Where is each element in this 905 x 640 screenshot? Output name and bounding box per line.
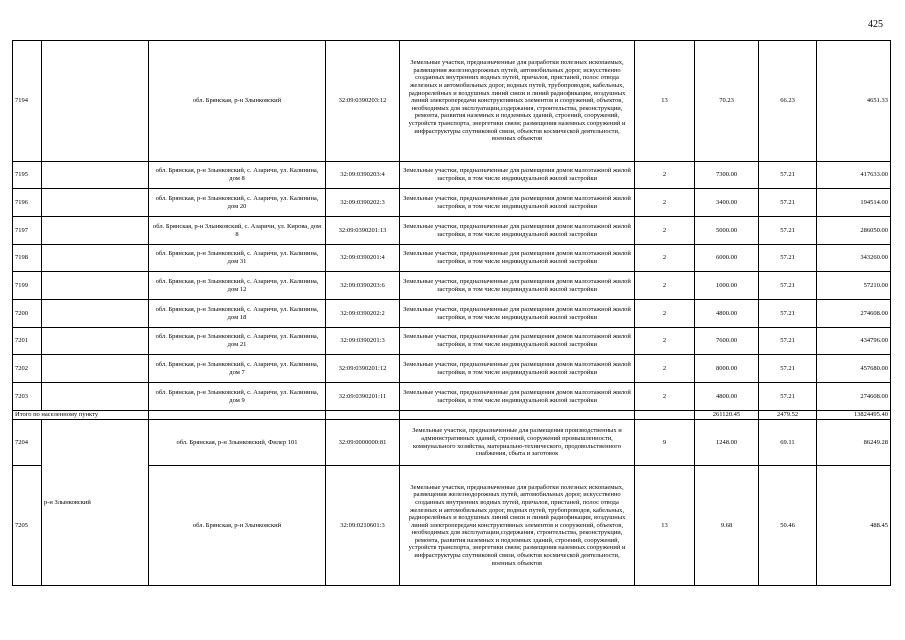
area-cell: 1000.00	[695, 272, 759, 300]
group-cell: 9	[635, 420, 695, 466]
cadastral-value-cell: 457680.00	[817, 355, 891, 383]
cadastral-number-cell: 32:09:0390202:2	[326, 300, 400, 328]
cadastral-value-cell: 57210.00	[817, 272, 891, 300]
row-number: 7202	[13, 355, 42, 383]
cadastral-value-cell: 488.45	[817, 466, 891, 586]
group-cell: 2	[635, 189, 695, 217]
table-row	[13, 300, 891, 328]
cadastral-value-cell: 286050.00	[817, 217, 891, 245]
address-cell: обл. Брянская, р-н Злынковский, с. Азаричи, ул. Калинина, дом 31	[149, 245, 326, 272]
address-cell: обл. Брянская, р-н Злынковский, Филер 101	[149, 420, 326, 466]
row-number: 7203	[13, 383, 42, 411]
rate-cell: 69.11	[759, 420, 817, 466]
table-row	[13, 41, 891, 162]
subtotal-value: 13824495.40	[817, 411, 891, 420]
group-cell: 2	[635, 300, 695, 328]
subtotal-area: 261120.45	[695, 411, 759, 420]
area-cell: 3400.00	[695, 189, 759, 217]
rate-cell: 57.21	[759, 383, 817, 411]
area-cell: 4800.00	[695, 300, 759, 328]
row-number: 7205	[13, 466, 42, 586]
group-cell: 2	[635, 355, 695, 383]
area-cell: 70.23	[695, 41, 759, 162]
group-cell: 13	[635, 466, 695, 586]
rate-cell: 66.23	[759, 41, 817, 162]
land-use-cell: Земельные участки, предназначенные для размещения домов малоэтажной жилой застройки, в том числе индивидуальной жилой застройки	[400, 217, 635, 245]
address-cell: обл. Брянская, р-н Злынковский, с. Азаричи, ул. Калинина, дом 21	[149, 328, 326, 355]
cadastral-value-cell: 434796.00	[817, 328, 891, 355]
land-use-cell: Земельные участки, предназначенные для разработки полезных ископаемых, размещения железнодорожных путей, автомобильных дорог, искусственно созданных внутренних водных путей, причалов, пристаней, полос отвода железных и автомобильных дорог, водных путей, трубопроводов, кабельных, радиорелейных и воздушных линий связи и линий радиофикации, воздушных линий электропередачи конструктивных элементов и сооружений, объектов, необходимых для эксплуатации,содержания, строительства, реконструкции, ремонта, развития наземных и подземных зданий, строений, сооружений, устройств транспорта, энергетики связи; размещения наземных сооружений и инфраструктуры спутниковой связи, объектов космической деятельности, военных объектов	[400, 41, 635, 162]
address-cell: обл. Брянская, р-н Злынковский	[149, 466, 326, 586]
land-use-cell: Земельные участки, предназначенные для размещения домов малоэтажной жилой застройки, в том числе индивидуальной жилой застройки	[400, 328, 635, 355]
address-cell: обл. Брянская, р-н Злынковский, с. Азаричи, ул. Калинина, дом 8	[149, 162, 326, 189]
table-body-subtotal	[13, 411, 891, 420]
address-cell: обл. Брянская, р-н Злынковский, с. Азаричи, ул. Калинина, дом 18	[149, 300, 326, 328]
group-cell: 2	[635, 272, 695, 300]
cadastral-number-cell: 32:09:0390201:3	[326, 328, 400, 355]
row-number: 7197	[13, 217, 42, 245]
rate-cell: 57.21	[759, 189, 817, 217]
address-cell: обл. Брянская, р-н Злынковский, с. Азаричи, ул. Калинина, дом 7	[149, 355, 326, 383]
area-cell: 6000.00	[695, 245, 759, 272]
subtotal-rate: 2479.52	[759, 411, 817, 420]
address-cell: обл. Брянская, р-н Злынковский, с. Азаричи, ул. Калинина, дом 12	[149, 272, 326, 300]
rate-cell: 57.21	[759, 217, 817, 245]
row-number: 7199	[13, 272, 42, 300]
cadastral-value-cell: 417633.00	[817, 162, 891, 189]
cadastral-value-cell: 274608.00	[817, 300, 891, 328]
cadastral-value-cell: 86249.28	[817, 420, 891, 466]
cadastral-value-cell: 4651.33	[817, 41, 891, 162]
cadastral-value-cell: 343260.00	[817, 245, 891, 272]
table-row	[13, 189, 891, 217]
land-use-cell: Земельные участки, предназначенные для размещения домов малоэтажной жилой застройки, в том числе индивидуальной жилой застройки	[400, 162, 635, 189]
land-use-cell: Земельные участки, предназначенные для размещения домов малоэтажной жилой застройки, в том числе индивидуальной жилой застройки	[400, 189, 635, 217]
land-use-cell: Земельные участки, предназначенные для размещения домов малоэтажной жилой застройки, в том числе индивидуальной жилой застройки	[400, 245, 635, 272]
table-row	[13, 217, 891, 245]
cadastral-number-cell: 32:09:0210601:3	[326, 466, 400, 586]
row-number: 7201	[13, 328, 42, 355]
area-cell: 4800.00	[695, 383, 759, 411]
cadastral-number-cell: 32:09:0390203:12	[326, 41, 400, 162]
table-row	[13, 272, 891, 300]
row-number: 7194	[13, 41, 42, 162]
cadastral-number-cell: 32:09:0390203:4	[326, 162, 400, 189]
group-cell: 2	[635, 245, 695, 272]
table-body-district	[13, 420, 891, 586]
district-label: р-н Злынковский	[42, 420, 149, 586]
cadastral-number-cell: 32:09:0000000:81	[326, 420, 400, 466]
area-cell: 8000.00	[695, 355, 759, 383]
rate-cell: 57.21	[759, 162, 817, 189]
land-use-cell: Земельные участки, предназначенные для размещения домов малоэтажной жилой застройки, в том числе индивидуальной жилой застройки	[400, 355, 635, 383]
subtotal-row	[13, 411, 891, 420]
land-use-cell: Земельные участки, предназначенные для размещения домов малоэтажной жилой застройки, в том числе индивидуальной жилой застройки	[400, 383, 635, 411]
row-number: 7204	[13, 420, 42, 466]
table-row	[13, 245, 891, 272]
area-cell: 7300.00	[695, 162, 759, 189]
table-row	[13, 328, 891, 355]
table-row	[13, 420, 891, 466]
group-cell: 2	[635, 217, 695, 245]
rate-cell: 57.21	[759, 245, 817, 272]
area-cell: 1248.00	[695, 420, 759, 466]
address-cell: обл. Брянская, р-н Злынковский, с. Азаричи, ул. Калинина, дом 20	[149, 189, 326, 217]
rate-cell: 57.21	[759, 300, 817, 328]
land-use-cell: Земельные участки, предназначенные для разработки полезных ископаемых, размещения железнодорожных путей, автомобильных дорог, искусственно созданных внутренних водных путей, причалов, пристаней, полос отвода железных и автомобильных дорог, водных путей, трубопроводов, кабельных, радиорелейных и воздушных линий связи и линий радиофикации, воздушных линий электропередачи конструктивных элементов и сооружений, объектов, необходимых для эксплуатации,содержания, строительства, реконструкции, ремонта, развития наземных и подземных зданий, строений, сооружений, устройств транспорта, энергетики связи; размещения наземных сооружений и инфраструктуры спутниковой связи, объектов космической деятельности, военных объектов	[400, 466, 635, 586]
group-cell: 2	[635, 328, 695, 355]
cadastral-number-cell: 32:09:0390201:11	[326, 383, 400, 411]
row-number: 7196	[13, 189, 42, 217]
cadastral-number-cell: 32:09:0390201:12	[326, 355, 400, 383]
cadastral-value-table	[12, 40, 891, 586]
subtotal-label: Итого по населенному пункту	[13, 411, 149, 420]
cadastral-number-cell: 32:09:0390201:4	[326, 245, 400, 272]
table-row	[13, 162, 891, 189]
table-row	[13, 355, 891, 383]
cadastral-number-cell: 32:09:0390202:3	[326, 189, 400, 217]
address-cell: обл. Брянская, р-н Злынковский, с. Азаричи, ул. Кирова, дом 8	[149, 217, 326, 245]
rate-cell: 57.21	[759, 328, 817, 355]
address-cell: обл. Брянская, р-н Злынковский, с. Азаричи, ул. Калинина, дом 9	[149, 383, 326, 411]
group-cell: 2	[635, 162, 695, 189]
address-cell: обл. Брянская, р-н Злынковский	[149, 41, 326, 162]
cadastral-value-cell: 274608.00	[817, 383, 891, 411]
area-cell: 5000.00	[695, 217, 759, 245]
cadastral-number-cell: 32:09:0390203:6	[326, 272, 400, 300]
land-use-cell: Земельные участки, предназначенные для размещения производственных и административных зданий, строений, сооружений промышленности, коммунального хозяйства, материально-технического, продовольственного снабжения, сбыта и заготовок	[400, 420, 635, 466]
rate-cell: 57.21	[759, 355, 817, 383]
rate-cell: 57.21	[759, 272, 817, 300]
land-use-cell: Земельные участки, предназначенные для размещения домов малоэтажной жилой застройки, в том числе индивидуальной жилой застройки	[400, 300, 635, 328]
page-number: 425	[868, 19, 883, 30]
group-cell: 13	[635, 41, 695, 162]
row-number: 7195	[13, 162, 42, 189]
cadastral-value-cell: 194514.00	[817, 189, 891, 217]
land-use-cell: Земельные участки, предназначенные для размещения домов малоэтажной жилой застройки, в том числе индивидуальной жилой застройки	[400, 272, 635, 300]
rate-cell: 50.46	[759, 466, 817, 586]
row-number: 7198	[13, 245, 42, 272]
group-cell: 2	[635, 383, 695, 411]
area-cell: 7600.00	[695, 328, 759, 355]
table-row	[13, 383, 891, 411]
table-body-settlement	[13, 41, 891, 411]
area-cell: 9.68	[695, 466, 759, 586]
cadastral-number-cell: 32:09:0390201:13	[326, 217, 400, 245]
row-number: 7200	[13, 300, 42, 328]
